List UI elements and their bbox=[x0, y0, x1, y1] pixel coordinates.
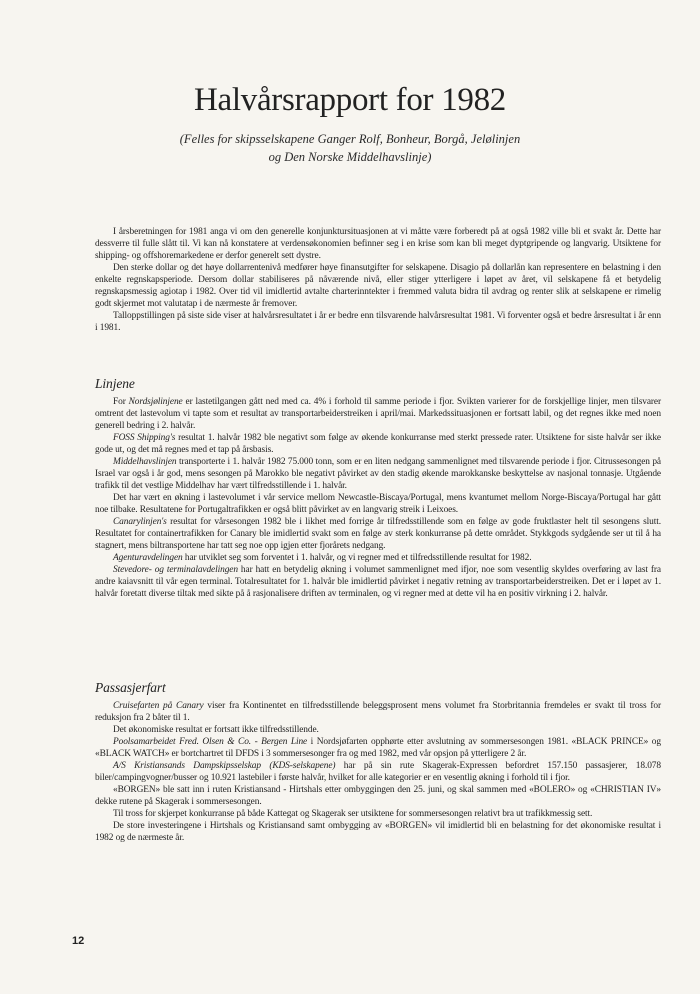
paragraph-lead: Cruisefarten på Canary bbox=[113, 701, 204, 711]
paragraph-lead: FOSS Shipping's bbox=[113, 433, 176, 443]
passasjerfart-paragraph bbox=[95, 808, 661, 820]
linjene-paragraph bbox=[95, 396, 661, 432]
paragraph-text: Det har vært en økning i lastevolumet i vår service mellom Newcastle-Biscaya/Portugal, mens kvantumet mellom Norge-Biscaya/Portugal har gått noe tilbake. Resultatene for Portugaltrafikken er også blitt påvirket av en langvarig streik i Leixoes. bbox=[95, 493, 661, 515]
passasjerfart-paragraph bbox=[95, 700, 661, 724]
section-heading-linjene: Linjene bbox=[95, 376, 135, 391]
paragraph-lead: Agenturavdelingen bbox=[113, 553, 183, 563]
paragraph-lead: Canarylinjen's bbox=[113, 517, 167, 527]
page-number: 12 bbox=[72, 935, 85, 947]
intro-paragraph: I årsberetningen for 1981 anga vi om den generelle konjunktursituasjonen at vi måtte være forberedt på at også 1982 ville bli et svakt år. Dette har dessverre til fulle slått til. Vi kan nå konstatere at verdensøkonomien befinner seg i en krise som kan bli meget dyptgripende og langvarig. Utsiktene for shipping- og offshoremarkedene er derfor generelt sett dystre. bbox=[95, 227, 661, 261]
paragraph-text: resultat for vårsesongen 1982 ble i likhet med forrige år tilfredsstillende som en følge av gode fruktlaster helt til sesongens slutt. Resultatet for containertrafikken for Canary ble imidlertid svakt som en følge av sterk konkurranse på dette området. Stykkgods sydgående ser ut til å ha stagnert, mens biltransportene har tatt seg noe opp igjen etter fjorårets nedgang. bbox=[95, 517, 661, 551]
paragraph-text: i Nordsjøfarten opphørte etter avslutning av sommersesongen 1981. «BLACK PRINCE» og «BLACK WATCH» er bortchartret til DFDS i 3 sommersesonger fra og med 1982, med vår opsjon på ytterligere 2 år. bbox=[95, 737, 661, 759]
paragraph-text: har utviklet seg som forventet i 1. halvår, og vi regner med et tilfredsstillende resultat for 1982. bbox=[182, 553, 532, 563]
paragraph-text: resultat 1. halvår 1982 ble negativt som følge av økende konkurranse med sterkt pressede rater. Utsiktene for siste halvår ser ikke gode ut, og det må regnes med et tap på årsbasis. bbox=[95, 433, 661, 455]
passasjerfart-paragraph bbox=[95, 784, 661, 808]
page-subtitle bbox=[0, 130, 700, 166]
passasjerfart-paragraph bbox=[95, 724, 661, 736]
subtitle-line-1: (Felles for skipsselskapene Ganger Rolf, Bonheur, Borgå, Jelølinjen bbox=[179, 132, 521, 146]
paragraph-text: har hatt en betydelig økning i volumet sammenlignet med ifjor, noe som vesentlig skyldes overføring av last fra andre kaiavsnitt til vår egen terminal. Totalresultatet for 1. halvår ble imidlertid påvirket i negativ retning av transportarbeiderstreiken. Det er i løpet av 1. halvår foretatt diverse tiltak med sikte på å rasjonalisere driften av terminalen, og vi regner med at dette vil ha en positiv virkning i 2. halvår. bbox=[95, 565, 661, 599]
paragraph-text: «BORGEN» ble satt inn i ruten Kristiansand - Hirtshals etter ombyggingen den 25. juni, og skal sammen med «BOLERO» og «CHRISTIAN IV» dekke rutene på Skagerak i sommersesongen. bbox=[95, 785, 661, 807]
page-title: Halvårsrapport for 1982 bbox=[194, 82, 506, 118]
linjene-paragraph bbox=[95, 516, 661, 552]
subtitle-line-2: og Den Norske Middelhavslinje) bbox=[268, 150, 432, 164]
passasjerfart-section bbox=[95, 680, 661, 844]
intro-paragraph: Talloppstillingen på siste side viser at halvårsresultatet i år er bedre enn tilsvarende halvårsresultat 1981. Vi forventer også et bedre årsresultat i år enn i 1981. bbox=[95, 311, 661, 333]
paragraph-lead: Middelhavslinjen bbox=[113, 457, 177, 467]
linjene-paragraph bbox=[95, 564, 661, 600]
paragraph-text: transporterte i 1. halvår 1982 75.000 tonn, som er en liten nedgang sammenlignet med tilsvarende periode i fjor. Citrussesongen på Israel var også i år god, mens sesongen på Marokko ble negativt påvirket av den stadig økende marokkanske beskyttelse av nasjonal tonnasje. Utgående trafikk til det vestlige Middelhav har vært tilfredsstillende i 1. halvår. bbox=[95, 457, 661, 491]
section-heading-passasjerfart: Passasjerfart bbox=[95, 680, 166, 695]
linjene-paragraph bbox=[95, 552, 661, 564]
paragraph-lead: Poolsamarbeidet Fred. Olsen & Co. - Bergen Line bbox=[113, 737, 308, 747]
paragraph-text: De store investeringene i Hirtshals og Kristiansand samt ombygging av «BORGEN» vil imidlertid bli en belastning for det økonomiske resultat i 1982 og de nærmeste år. bbox=[95, 821, 661, 843]
paragraph-text: viser fra Kontinentet en tilfredsstillende beleggsprosent mens volumet fra Storbritannia fremdeles er svakt til tross for reduksjon fra 2 båter til 1. bbox=[95, 701, 662, 723]
paragraph-text: har på sin rute Skagerak-Expressen befordret 157.150 passasjerer, 18.078 biler/campingvogner/busser og 10.921 lastebiler i første halvår, hvilket for alle kategorier er en vesentlig økning i forhold til i fjor. bbox=[95, 761, 661, 783]
linjene-paragraph bbox=[95, 432, 661, 456]
passasjerfart-paragraph bbox=[95, 736, 661, 760]
paragraph-prefix: For bbox=[113, 397, 129, 407]
linjene-section bbox=[95, 376, 661, 600]
paragraph-text: Det økonomiske resultat er fortsatt ikke tilfredsstillende. bbox=[113, 725, 319, 735]
intro-paragraph: Den sterke dollar og det høye dollarrentenivå medfører høye finansutgifter for selskapene. Disagio på dollarlån kan representere en belastning i den enkelte regnskapsperiode. Dersom dollar stabiliseres på nåværende nivå, eller stiger ytterligere i løpet av året, vil selskapene få et betydelig regnskapsmessig agiotap i 1982. Over tid vil imidlertid avtalte charterinntekter i fremmed valuta bidra til avdrag og renter slik at selskapene er rimelig godt skjermet mot valutatap i de nærmeste år fremover. bbox=[95, 263, 661, 309]
paragraph-text: Til tross for skjerpet konkurranse på både Kattegat og Skagerak ser utsiktene for sommersesongen relativt bra ut trafikkmessig sett. bbox=[113, 809, 593, 819]
passasjerfart-paragraph bbox=[95, 820, 661, 844]
intro-section bbox=[95, 226, 661, 334]
linjene-paragraph bbox=[95, 492, 661, 516]
paragraph-lead: Nordsjølinjene bbox=[128, 397, 183, 407]
paragraph-lead: Stevedore- og terminalavdelingen bbox=[113, 565, 238, 575]
paragraph-lead: A/S Kristiansands Dampskipsselskap (KDS-selskapene) bbox=[113, 761, 336, 771]
paragraph-text: er lastetilgangen gått ned med ca. 4% i forhold til samme periode i fjor. Svikten varierer for de forskjellige linjer, men tilsvarer omtrent det lastevolum vi tapte som et resultat av transportarbeiderstreiken i april/mai. Markedssituasjonen er fortsatt labil, og det regnes ikke med noen generell bedring i 2. halvår. bbox=[95, 397, 661, 431]
passasjerfart-paragraph bbox=[95, 760, 661, 784]
linjene-paragraph bbox=[95, 456, 661, 492]
